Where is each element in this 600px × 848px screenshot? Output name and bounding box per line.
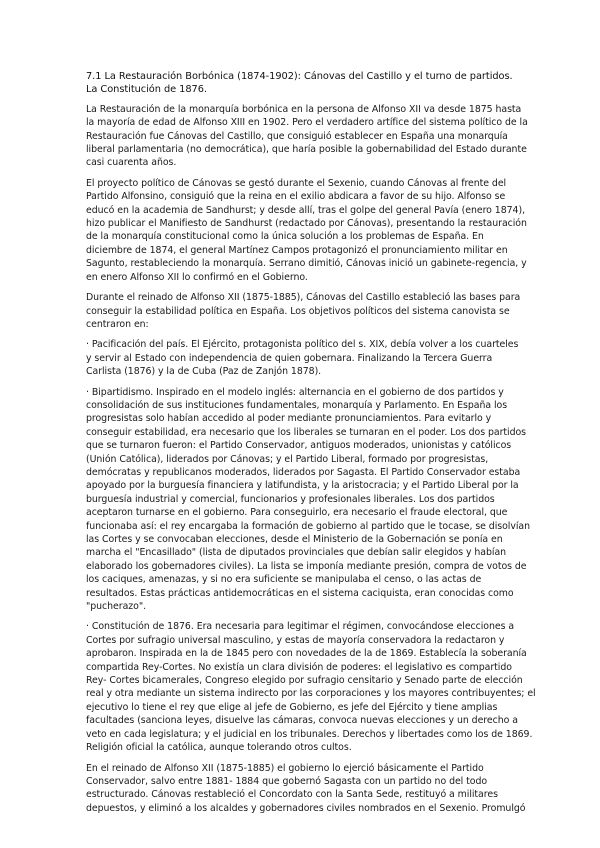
paragraph-line: marcha el "Encasillado" (lista de diputados provinciales que debían salir elegidos y habían: [86, 547, 507, 559]
paragraph-line: demócratas y republicanos moderados, liderados por Sagasta. El Partido Conservador estaba: [86, 466, 521, 478]
paragraph-line: real y otra mediante un sistema indirecto por las corporaciones y los mayores contribuyentes; el: [86, 688, 536, 700]
paragraph-line: resultados. Estas prácticas antidemocráticas en el sistema caciquista, eran conocidas como: [86, 587, 514, 599]
paragraph-line: Sagunto, restableciendo la monarquía. Serrano dimitió, Cánovas inició un gabinete-regencia, y: [86, 258, 527, 270]
paragraph-line: facultades (sanciona leyes, disuelve las cámaras, convoca nuevas elecciones y un derecho a: [86, 715, 518, 727]
paragraph-line: Cortes por sufragio universal masculino, y estas de mayoría conservadora la redactaron y: [86, 634, 505, 646]
paragraph-line: depuestos, y eliminó a los alcaldes y gobernadores civiles nombrados en el Sexenio. Promulgó: [86, 802, 526, 814]
paragraph-line: funcionaba así: el rey encargaba la formación de gobierno al partido que le tocase, se disolvían: [86, 520, 530, 532]
paragraph-line: centraron en:: [86, 318, 149, 330]
title-line: La Constitución de 1876.: [86, 84, 207, 96]
paragraph-line: La Restauración de la monarquía borbónica en la persona de Alfonso XII va desde 1875 hasta: [86, 103, 522, 115]
paragraph-line: conseguir la estabilidad política en España. Los objetivos políticos del sistema canovista se: [86, 305, 510, 317]
paragraph: [86, 177, 527, 284]
paragraph-line: liberal parlamentaria (no democrática), que haría posible la gobernabilidad del Estado durante: [86, 144, 527, 156]
paragraph-line: Carlista (1876) y la de Cuba (Paz de Zanjón 1878).: [86, 366, 322, 378]
paragraph-line: apoyado por la burguesía financiera y latifundista, y la aristocracia; y el Partido Liberal por la: [86, 480, 519, 492]
paragraph-line: elaborado los gobernadores civiles). La lista se imponía mediante presión, compra de votos de: [86, 560, 527, 572]
paragraph-line: estructurado. Cánovas restableció el Concordato con la Santa Sede, restituyó a militares: [86, 789, 498, 801]
paragraph-line: Durante el reinado de Alfonso XII (1875-1885), Cánovas del Castillo estableció las bases para: [86, 292, 521, 304]
paragraph-line: de la monarquía constitucional como la única solución a los problemas de España. En: [86, 231, 484, 243]
paragraph-line: aprobaron. Inspirada en la de 1845 pero con novedades de la de 1869. Establecía la soberanía: [86, 648, 527, 660]
paragraph-line: casi cuarenta años.: [86, 157, 177, 169]
document-body: [86, 70, 536, 822]
paragraph-line: burguesía industrial y comercial, funcionarios y profesionales liberales. Los dos partidos: [86, 493, 495, 505]
paragraph-line: que se turnaron fueron: el Partido Conservador, antiguos moderados, unionistas y católicos: [86, 440, 512, 452]
paragraph: [86, 620, 536, 754]
paragraph-line: las Cortes y se convocaban elecciones, desde el Ministerio de la Gobernación se ponía en: [86, 534, 503, 545]
paragraph-line: aceptaron turnarse en el gobierno. Para conseguirlo, era necesario el fraude electoral, que: [86, 507, 508, 519]
paragraph-line: veto en cada legislatura; y el judicial en los tribunales. Derechos y libertades como los de 1869.: [86, 728, 533, 740]
paragraph-line: Rey- Cortes bicamerales, Congreso elegido por sufragio censitario y Senado parte de elección: [86, 675, 523, 687]
paragraph-line: Conservador, salvo entre 1881- 1884 que gobernó Sagasta con un partido no del todo: [86, 775, 488, 787]
paragraph-line: El proyecto político de Cánovas se gestó durante el Sexenio, cuando Cánovas al frente del: [86, 177, 507, 189]
paragraph-line: progresistas solo habían accedido al poder mediante pronunciamientos. Para evitarlo y: [86, 413, 492, 425]
document-title: [86, 70, 518, 97]
paragraph-line: educó en la academia de Sandhurst; y desde allí, tras el golpe del general Pavía (enero 1874),: [86, 204, 525, 216]
paragraph-line: y servir al Estado con independencia de quien gobernara. Finalizando la Tercera Guerra: [86, 352, 493, 364]
paragraph-line: · Constitución de 1876. Era necesaria para legitimar el régimen, convocándose elecciones a: [86, 621, 515, 633]
paragraph-line: ejecutivo lo tiene el rey que elige al jefe de Gobierno, es jefe del Ejército y tiene amplias: [86, 701, 498, 713]
paragraph-line: (Unión Católica), liderados por Cánovas; y el Partido Liberal, formado por progresistas,: [86, 453, 489, 465]
paragraph-line: Restauración fue Cánovas del Castillo, que consiguió establecer en España una monarquía: [86, 130, 508, 142]
title-line: 7.1 La Restauración Borbónica (1874-1902): Cánovas del Castillo y el turno de partidos.: [86, 71, 513, 82]
paragraph-line: conseguir estabilidad, era necesario que los liberales se turnaran en el poder. Los dos partidos: [86, 426, 527, 438]
paragraph-line: Partido Alfonsino, consiguió que la reina en el exilio abdicara a favor de su hijo. Alfonso se: [86, 191, 506, 203]
paragraph-line: En el reinado de Alfonso XII (1875-1885) el gobierno lo ejerció básicamente el Partido: [86, 762, 484, 774]
paragraph-line: Religión oficial la católica, aunque tolerando otros cultos.: [86, 742, 352, 754]
paragraph-line: los caciques, amenazas, y si no era suficiente se manipulaba el censo, o las actas de: [86, 574, 482, 586]
paragraph-line: compartida Rey-Cortes. No existía un clara división de poderes: el legislativo es compartido: [86, 661, 512, 673]
paragraph: [86, 291, 521, 331]
paragraph: [86, 338, 518, 378]
paragraph-line: la mayoría de edad de Alfonso XIII en 1902. Pero el verdadero artífice del sistema político de la: [86, 117, 528, 129]
paragraph-line: hizo publicar el Manifiesto de Sandhurst (redactado por Cánovas), presentando la restauración: [86, 218, 527, 230]
paragraph-line: consolidación de sus instituciones fundamentales, monarquía y Parlamento. En España los: [86, 399, 508, 411]
paragraph-line: diciembre de 1874, el general Martínez Campos protagonizó el pronunciamiento militar en: [86, 244, 508, 256]
paragraph-line: · Pacificación del país. El Ejército, protagonista político del s. XIX, debía volver a los cuarteles: [86, 339, 519, 351]
paragraph: [86, 762, 526, 816]
paragraph-line: en enero Alfonso XII lo confirmó en el Gobierno.: [86, 271, 308, 283]
paragraph-line: · Bipartidismo. Inspirado en el modelo inglés: alternancia en el gobierno de dos partidos y: [86, 386, 504, 398]
paragraph: [86, 386, 530, 614]
paragraph-line: "pucherazo".: [86, 601, 147, 613]
paragraph: [86, 103, 528, 170]
paragraphs: [86, 103, 536, 815]
